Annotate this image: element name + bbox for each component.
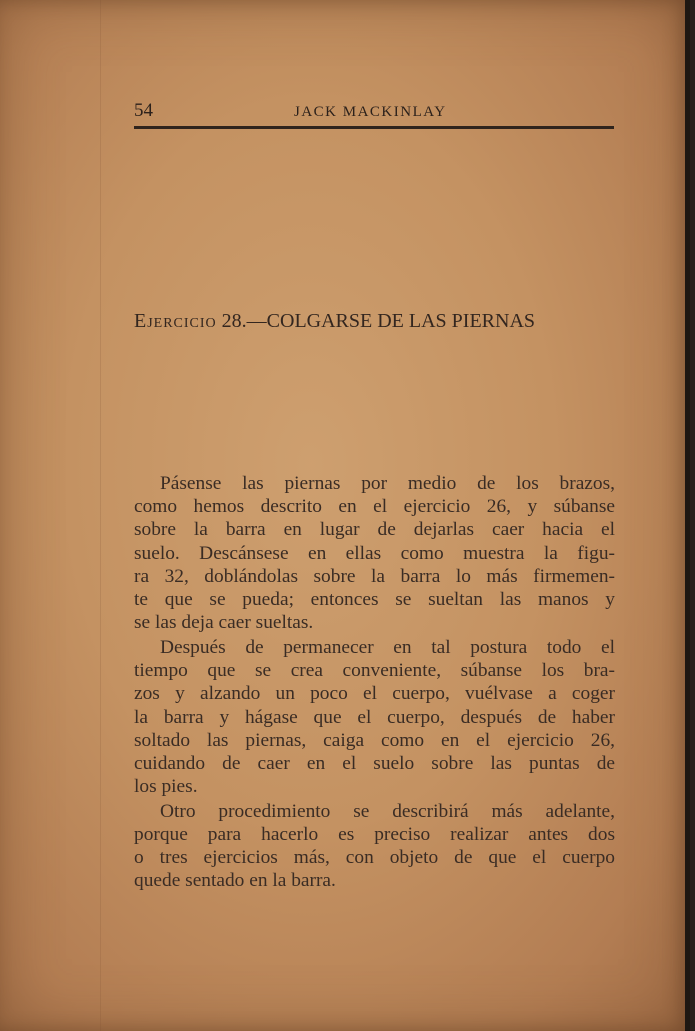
text-line: suelo. Descánsese en ellas como muestra la figu- <box>134 542 615 564</box>
exercise-title: COLGARSE DE LAS PIERNAS <box>266 310 536 332</box>
text-line: cuidando de caer en el suelo sobre las puntas de <box>134 752 615 774</box>
text-line: o tres ejercicios más, con objeto de que el cuerpo <box>134 847 615 869</box>
text-line: tiempo que se crea conveniente, súbanse los bra- <box>134 660 615 682</box>
exercise-number: 28. <box>221 310 247 332</box>
section-heading <box>134 310 624 333</box>
paragraph-1 <box>134 472 615 634</box>
text-line: sobre la barra en lugar de dejarlas caer hacia el <box>134 519 615 541</box>
header-rule <box>134 126 614 129</box>
paragraph-3 <box>134 800 615 893</box>
running-header <box>134 100 614 128</box>
text-line: la barra y hágase que el cuerpo, después de haber <box>134 706 615 728</box>
paragraph-2 <box>134 636 615 798</box>
text-line: porque para hacerlo es preciso realizar antes dos <box>134 824 615 846</box>
text-line: los pies. <box>134 776 198 798</box>
text-line: quede sentado en la barra. <box>134 870 336 892</box>
running-title: JACK MACKINLAY <box>294 104 447 120</box>
page-crease <box>100 0 101 1031</box>
text-line: como hemos descrito en el ejercicio 26, y súbanse <box>134 496 615 518</box>
text-line: ra 32, doblándolas sobre la barra lo más firmemen- <box>134 565 615 587</box>
text-line: te que se pueda; entonces se sueltan las manos y <box>134 589 615 611</box>
page-edge-shadow <box>685 0 690 1031</box>
text-line: zos y alzando un poco el cuerpo, vuélvase a coger <box>134 683 615 705</box>
body-text <box>134 472 615 894</box>
heading-dash: — <box>246 310 267 332</box>
text-line: Otro procedimiento se describirá más adelante, <box>160 800 615 822</box>
text-line: soltado las piernas, caiga como en el ejercicio 26, <box>134 729 615 751</box>
text-line: se las deja caer sueltas. <box>134 612 314 634</box>
exercise-label: Ejercicio <box>134 310 217 332</box>
text-line: Pásense las piernas por medio de los brazos, <box>160 473 615 494</box>
page-number: 54 <box>134 100 153 121</box>
text-line: Después de permanecer en tal postura todo el <box>160 636 615 658</box>
